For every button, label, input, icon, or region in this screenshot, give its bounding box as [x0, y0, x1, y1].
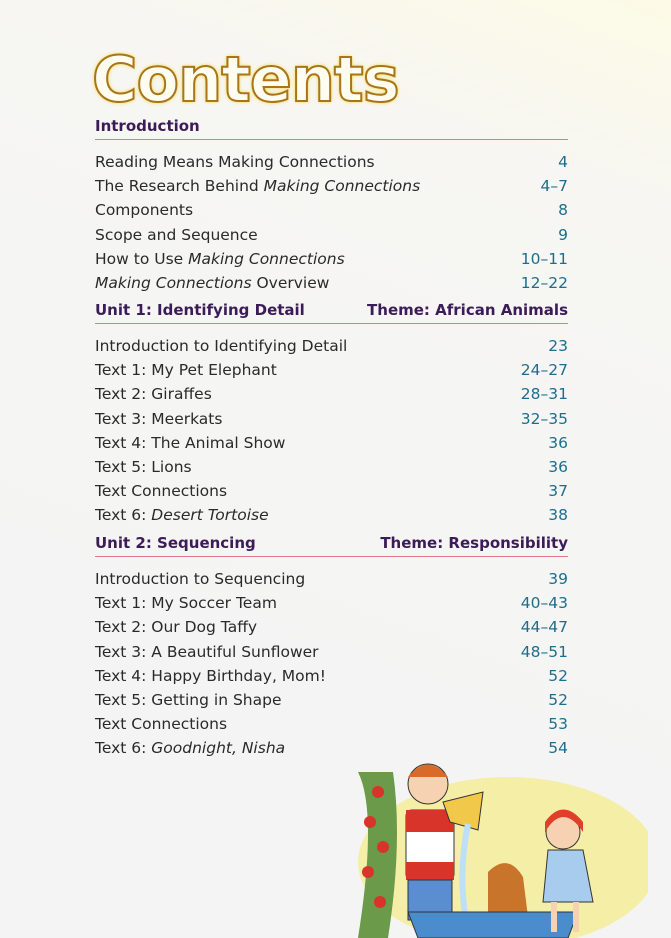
- toc-entry[interactable]: [95, 664, 568, 688]
- entry-title: [95, 198, 193, 222]
- entry-title: [95, 334, 347, 358]
- entry-title-segment: Desert Tortoise: [151, 506, 269, 525]
- entry-title-segment: Making Connections: [263, 177, 421, 196]
- page-number: 4: [558, 153, 568, 171]
- entry-title-segment: Introduction to Sequencing: [95, 570, 306, 588]
- entry-title: [95, 503, 269, 527]
- toc-entry[interactable]: [95, 615, 568, 639]
- page-number: 40–43: [520, 594, 568, 613]
- toc-entry[interactable]: [95, 382, 568, 406]
- entry-title-segment: Text 5: Lions: [95, 457, 192, 476]
- toc-entry[interactable]: [95, 479, 568, 503]
- page-number: 48–51: [520, 642, 568, 661]
- section-theme: Theme: Responsibility: [380, 534, 568, 552]
- toc-entry[interactable]: [95, 455, 568, 479]
- entry-title-segment: Text 1: My Soccer Team: [95, 594, 277, 613]
- entry-title: [95, 567, 305, 591]
- page-number: 52: [548, 666, 568, 685]
- entry-title: [95, 431, 285, 455]
- page-number: 38: [548, 506, 568, 525]
- toc-entry[interactable]: [95, 591, 568, 615]
- section-title: Introduction: [95, 117, 200, 135]
- entry-title-segment: Introduction to Identifying Detail: [95, 337, 348, 355]
- toc-entry[interactable]: [95, 150, 568, 174]
- entry-title: [95, 688, 281, 712]
- section-unit-2: [95, 533, 568, 761]
- entry-title-segment: Text 4: The Animal Show: [95, 433, 286, 452]
- entry-title: [95, 712, 227, 736]
- entry-title-segment: Text 2: Our Dog Taffy: [95, 618, 258, 637]
- toc-entry[interactable]: [95, 431, 568, 455]
- section-heading: [95, 533, 568, 557]
- page-number: 28–31: [520, 385, 568, 404]
- entry-title-segment: Text 2: Giraffes: [95, 385, 212, 404]
- entry-title: [95, 591, 277, 615]
- page-number: 36: [548, 457, 568, 476]
- entry-title: [95, 640, 319, 664]
- entry-title: [95, 455, 192, 479]
- entry-title: [95, 382, 212, 406]
- page-number: 54: [548, 739, 568, 758]
- entry-title: [95, 174, 420, 198]
- entry-title-segment: Making Connections: [188, 249, 345, 268]
- page-number: 37: [548, 482, 568, 501]
- page-number: 39: [548, 570, 568, 588]
- entry-title-segment: Text 3: A Beautiful Sunflower: [95, 642, 319, 661]
- section-unit-1: [95, 300, 568, 528]
- entry-title: [95, 247, 345, 271]
- toc-entry[interactable]: [95, 334, 568, 358]
- entry-title: [95, 358, 277, 382]
- entry-title-segment: Overview: [251, 273, 330, 292]
- toc-entry[interactable]: [95, 223, 568, 247]
- page-title: Contents: [92, 43, 399, 116]
- toc-entry[interactable]: [95, 358, 568, 382]
- entry-title-segment: Text 3: Meerkats: [95, 409, 223, 428]
- entry-title-segment: Text 4: Happy Birthday, Mom!: [95, 666, 326, 685]
- page-number: 8: [558, 201, 568, 220]
- entry-title-segment: Text Connections: [95, 482, 228, 501]
- page-number: 24–27: [520, 361, 568, 380]
- page-number: 12–22: [520, 273, 568, 292]
- entry-title: [95, 664, 326, 688]
- section-heading: [95, 116, 568, 140]
- entry-title: [95, 271, 329, 295]
- page-number: 44–47: [520, 618, 568, 637]
- page-number: 10–11: [520, 249, 568, 268]
- entry-title-segment: Scope and Sequence: [95, 225, 258, 244]
- entry-title: [95, 736, 285, 760]
- toc-entry[interactable]: [95, 407, 568, 431]
- entry-title-segment: How to Use: [95, 249, 189, 268]
- page-number: 23: [548, 337, 568, 355]
- entry-title: [95, 479, 227, 503]
- entry-title-segment: Goodnight, Nisha: [151, 739, 286, 758]
- toc-entry[interactable]: [95, 174, 568, 198]
- page-number: 4–7: [540, 177, 568, 196]
- entry-title-segment: Making Connections: [95, 273, 252, 292]
- entry-title: [95, 223, 258, 247]
- entry-title: [95, 150, 375, 174]
- entry-title-segment: Text 6:: [95, 506, 152, 525]
- entry-title: [95, 407, 222, 431]
- entry-title-segment: Text 5: Getting in Shape: [95, 690, 282, 709]
- page-number: 36: [548, 433, 568, 452]
- entry-title-segment: The Research Behind: [95, 177, 264, 196]
- toc-entry[interactable]: [95, 247, 568, 271]
- entry-title-segment: Reading Means Making Connections: [95, 153, 375, 171]
- toc-entry[interactable]: [95, 712, 568, 736]
- toc-entry[interactable]: [95, 640, 568, 664]
- entry-title-segment: Components: [95, 201, 194, 220]
- entry-title-segment: Text Connections: [95, 715, 228, 734]
- illustration-children-washing-dog: [348, 752, 648, 938]
- toc-entry[interactable]: [95, 567, 568, 591]
- page-number: 52: [548, 690, 568, 709]
- section-introduction: [95, 116, 568, 295]
- entry-title-segment: Text 1: My Pet Elephant: [95, 361, 277, 380]
- section-theme: Theme: African Animals: [367, 301, 568, 319]
- section-heading: [95, 300, 568, 324]
- toc-entry[interactable]: [95, 198, 568, 222]
- toc-entry[interactable]: [95, 688, 568, 712]
- page-number: 32–35: [520, 409, 568, 428]
- entry-title-segment: Text 6:: [95, 739, 152, 758]
- toc-entry[interactable]: [95, 503, 568, 527]
- entry-title: [95, 615, 257, 639]
- section-title: Unit 2: Sequencing: [95, 534, 256, 552]
- page-number: 9: [558, 225, 568, 244]
- section-title: Unit 1: Identifying Detail: [95, 301, 305, 319]
- toc-entry[interactable]: [95, 271, 568, 295]
- page-number: 53: [548, 715, 568, 734]
